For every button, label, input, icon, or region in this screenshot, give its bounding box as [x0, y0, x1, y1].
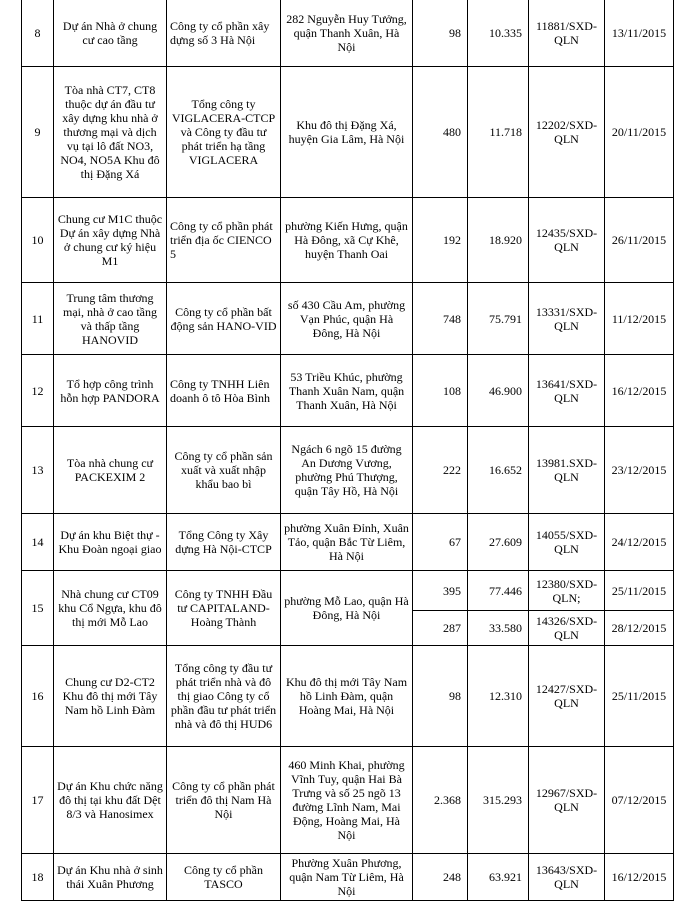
units: 67 [413, 514, 468, 571]
permit-number: 14055/SXD-QLN [529, 514, 605, 571]
row-number: 13 [22, 427, 54, 514]
developer: Công ty cổ phần xây dựng số 3 Hà Nội [167, 0, 281, 67]
units: 748 [413, 283, 468, 355]
permit-number: 13643/SXD-QLN [529, 854, 605, 901]
table-row [22, 198, 674, 283]
location: phường Kiến Hưng, quận Hà Đông, xã Cự Khê, huyện Thanh Oai [281, 198, 413, 283]
location: phường Xuân Đỉnh, Xuân Tảo, quận Bắc Từ Liêm, Hà Nội [281, 514, 413, 571]
project-name: Dự án Nhà ở chung cư cao tầng [54, 0, 167, 67]
row-number: 9 [22, 67, 54, 198]
table-row [22, 67, 674, 198]
area: 18.920 [468, 198, 529, 283]
permit-date: 16/12/2015 [605, 355, 674, 427]
area: 46.900 [468, 355, 529, 427]
area: 75.791 [468, 283, 529, 355]
location: Ngách 6 ngõ 15 đường An Dương Vương, phường Phú Thượng, quận Tây Hồ, Hà Nội [281, 427, 413, 514]
permit-number: 13641/SXD-QLN [529, 355, 605, 427]
developer: Tổng công ty đầu tư phát triển nhà và đô thị giao Công ty cổ phần đầu tư phát triển nhà và đô thị HUD6 [167, 646, 281, 747]
units: 395 [413, 571, 468, 611]
permit-number: 12435/SXD-QLN [529, 198, 605, 283]
project-name: Tòa nhà chung cư PACKEXIM 2 [54, 427, 167, 514]
area: 63.921 [468, 854, 529, 901]
table-row [22, 646, 674, 747]
area: 315.293 [468, 747, 529, 854]
project-name: Chung cư D2-CT2 Khu đô thị mới Tây Nam hồ Linh Đàm [54, 646, 167, 747]
developer: Tổng Công ty Xây dựng Hà Nội-CTCP [167, 514, 281, 571]
permit-date: 24/12/2015 [605, 514, 674, 571]
project-name: Dự án Khu chức năng đô thị tại khu đất Dệt 8/3 và Hanosimex [54, 747, 167, 854]
permit-date: 20/11/2015 [605, 67, 674, 198]
table-row [22, 355, 674, 427]
area: 16.652 [468, 427, 529, 514]
permit-number: 12202/SXD-QLN [529, 67, 605, 198]
units: 98 [413, 646, 468, 747]
developer: Công ty cổ phần sản xuất và xuất nhập khẩu bao bì [167, 427, 281, 514]
row-number: 8 [22, 0, 54, 67]
project-name: Nhà chung cư CT09 khu Cổ Ngựa, khu đô thị mới Mỗ Lao [54, 571, 167, 646]
permit-date: 07/12/2015 [605, 747, 674, 854]
area: 77.446 [468, 571, 529, 611]
row-number: 10 [22, 198, 54, 283]
housing-projects-table [21, 0, 674, 901]
table-row [22, 571, 674, 611]
developer: Công ty cổ phần TASCO [167, 854, 281, 901]
row-number: 18 [22, 854, 54, 901]
location: 460 Minh Khai, phường Vĩnh Tuy, quận Hai Bà Trưng và số 25 ngõ 13 đường Lĩnh Nam, Mai Động, Hoàng Mai, Hà Nội [281, 747, 413, 854]
units: 222 [413, 427, 468, 514]
row-number: 12 [22, 355, 54, 427]
location: 282 Nguyễn Huy Tưởng, quận Thanh Xuân, Hà Nội [281, 0, 413, 67]
developer: Công ty TNHH Đầu tư CAPITALAND-Hoàng Thành [167, 571, 281, 646]
location: số 430 Cầu Am, phường Vạn Phúc, quận Hà Đông, Hà Nội [281, 283, 413, 355]
permit-date: 13/11/2015 [605, 0, 674, 67]
project-name: Dự án Khu nhà ở sinh thái Xuân Phương [54, 854, 167, 901]
project-name: Trung tâm thương mại, nhà ở cao tầng và thấp tầng HANOVID [54, 283, 167, 355]
units: 108 [413, 355, 468, 427]
table-row [22, 514, 674, 571]
table-row [22, 427, 674, 514]
row-number: 16 [22, 646, 54, 747]
area-secondary: 33.580 [468, 611, 529, 646]
units: 192 [413, 198, 468, 283]
location: Khu đô thị Đặng Xá, huyện Gia Lâm, Hà Nội [281, 67, 413, 198]
permit-date: 16/12/2015 [605, 854, 674, 901]
location: Khu đô thị mới Tây Nam hồ Linh Đàm, quận Hoàng Mai, Hà Nội [281, 646, 413, 747]
table-row [22, 283, 674, 355]
units: 480 [413, 67, 468, 198]
permit-number: 12380/SXD-QLN; [529, 571, 605, 611]
developer: Công ty TNHH Liên doanh ô tô Hòa Bình [167, 355, 281, 427]
developer: Công ty cổ phần phát triển đô thị Nam Hà Nội [167, 747, 281, 854]
table-row [22, 747, 674, 854]
area: 11.718 [468, 67, 529, 198]
permit-number: 13981.SXD-QLN [529, 427, 605, 514]
permit-number: 11881/SXD-QLN [529, 0, 605, 67]
location: phường Mỗ Lao, quận Hà Đông, Hà Nội [281, 571, 413, 646]
units: 2.368 [413, 747, 468, 854]
developer: Tổng công ty VIGLACERA-CTCP và Công ty đầu tư phát triển hạ tầng VIGLACERA [167, 67, 281, 198]
table-row [22, 854, 674, 901]
units: 98 [413, 0, 468, 67]
project-name: Dự án khu Biệt thự - Khu Đoàn ngoại giao [54, 514, 167, 571]
area: 10.335 [468, 0, 529, 67]
permit-date-secondary: 28/12/2015 [605, 611, 674, 646]
area: 27.609 [468, 514, 529, 571]
developer: Công ty cổ phần phát triển địa ốc CIENCO 5 [167, 198, 281, 283]
permit-date: 23/12/2015 [605, 427, 674, 514]
units-secondary: 287 [413, 611, 468, 646]
row-number: 11 [22, 283, 54, 355]
permit-date: 25/11/2015 [605, 571, 674, 611]
project-name: Tổ hợp công trình hỗn hợp PANDORA [54, 355, 167, 427]
row-number: 14 [22, 514, 54, 571]
row-number: 17 [22, 747, 54, 854]
project-name: Chung cư M1C thuộc Dự án xây dựng Nhà ở chung cư ký hiệu M1 [54, 198, 167, 283]
location: 53 Triều Khúc, phường Thanh Xuân Nam, quận Thanh Xuân, Hà Nội [281, 355, 413, 427]
area: 12.310 [468, 646, 529, 747]
units: 248 [413, 854, 468, 901]
permit-date: 26/11/2015 [605, 198, 674, 283]
project-name: Tòa nhà CT7, CT8 thuộc dự án đầu tư xây dựng khu nhà ở thương mại và dịch vụ tại lô đất NO3, NO4, NO5A Khu đô thị Đặng Xá [54, 67, 167, 198]
row-number: 15 [22, 571, 54, 646]
permit-date: 25/11/2015 [605, 646, 674, 747]
permit-number: 13331/SXD-QLN [529, 283, 605, 355]
table-row [22, 0, 674, 67]
permit-number: 12427/SXD-QLN [529, 646, 605, 747]
permit-date: 11/12/2015 [605, 283, 674, 355]
developer: Công ty cổ phần bất động sản HANO-VID [167, 283, 281, 355]
permit-number-secondary: 14326/SXD-QLN [529, 611, 605, 646]
permit-number: 12967/SXD-QLN [529, 747, 605, 854]
location: Phường Xuân Phương, quận Nam Từ Liêm, Hà Nội [281, 854, 413, 901]
